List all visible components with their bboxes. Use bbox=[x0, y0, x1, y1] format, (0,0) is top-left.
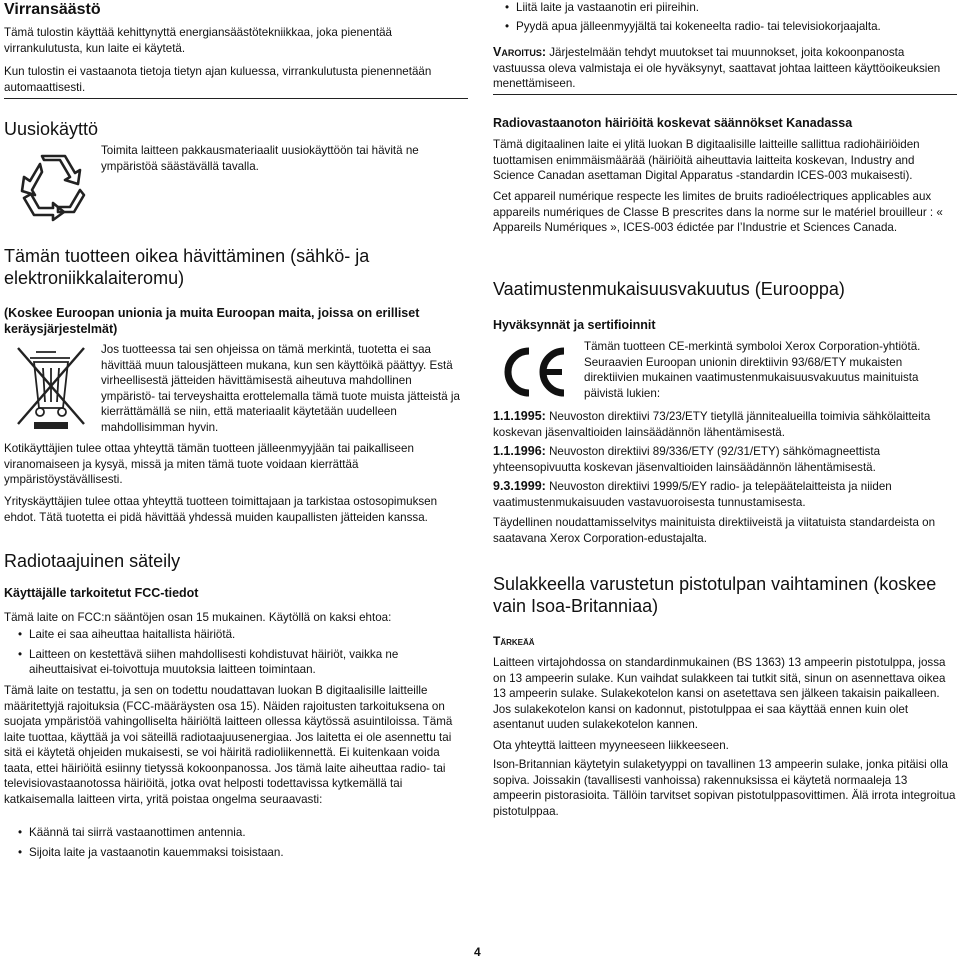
conformity-title: Vaatimustenmukaisuusvakuutus (Eurooppa) bbox=[493, 279, 845, 299]
canada-title: Radiovastaanoton häiriöitä koskevat säännökset Kanadassa bbox=[493, 116, 853, 130]
plug-paragraph-1: Laitteen virtajohdossa on standardinmukainen (BS 1363) 13 ampeerin pistotulppa, jossa on 13 ampeerin sulake. Kun vaihdat sulakkeen tai tutkit sitä, sinun on asennettava oikea 13 ampeerin sulake. Sulakekotelon kansi on asetettava sen jälkeen takaisin paikalleen. Jos sulakekotelon kansi on kadonnut, pistotulppaa ei saa käyttää ennen kuin olet asentanut uuden sulakekotelon kannen. bbox=[493, 656, 946, 731]
plug-paragraph-3: Ison-Britannian käytetyin sulaketyyppi on tavallinen 13 ampeerin sulake, jonka pitäisi olla sopiva. Joissakin (tavallisesti vanhoissa) rakennuksissa ei käytetä normaaleja 13 ampeerin pistorasioita. Tällöin tarvitset sopivan pistotulppasovittimen. Älä irrota integroitua pistotulppaa. bbox=[493, 758, 956, 818]
directive-date: 1.1.1995: bbox=[493, 409, 546, 423]
canada-paragraph-1: Tämä digitaalinen laite ei ylitä luokan B digitaalisille laitteille sallittua radiohäiriöiden tuottamisen enimmäismäärää (häiriöitä aiheuttavia laitteita koskevan, Industry and Science Canadan asettaman Digital Apparatus -standardin ICES-003 mukaisesti). bbox=[493, 138, 920, 182]
section-divider bbox=[493, 94, 957, 95]
fcc-paragraph-2: Tämä laite on testattu, ja sen on todettu noudattavan luokan B digitaalisille laitteille määritettyjä rajoituksia (FCC-määräysten osa 15). Näiden rajoitusten tarkoituksena on suojata ympäristöä vahingolliselta häiriöltä laitteen ollessa käytössä asuintiloissa. Tämä laite tuottaa, käyttää ja voi säteillä radiotaajuusenergiaa. Jos laitetta ei ole asennettu tai sitä ei käytetä ohjeiden mukaisesti, se voi häiritä radioliikennettä. Ei kuitenkaan voida taata, ettei häiriöitä esiinny tietyssä kokoonpanossa. Jos tämä laite aiheuttaa radio- tai televisiovastaanotossa häiriöitä, jotka ovat helposti todettavissa kytkemällä tai katkaisemalla laitteen virta, yritä poistaa ongelma seuraavasti: bbox=[4, 684, 453, 806]
weee-icon-text: Jos tuotteessa tai sen ohjeissa on tämä merkintä, tuotetta ei saa hävittää muun talousjätteen mukana, kun sen käyttöikä päättyy. Estä virheellisestä jätteiden hävittämisestä aiheutuva mahdollinen ympäristö- tai terveyshaitta erottelemalla tämä tuote muista jätteistä ja kierrättämällä se niin, että materiaalit käytetään uudelleen mahdollisimman hyvin. bbox=[101, 343, 460, 434]
section-divider bbox=[4, 98, 468, 99]
ce-mark-icon bbox=[498, 345, 570, 399]
directive-text: Neuvoston direktiivi 89/336/ETY (92/31/ETY) sähkömagneettista yhteensopivuutta koskevan jäsenvaltioiden lainsäädännön lähentämisestä. bbox=[493, 445, 881, 474]
conformity-subtitle: Hyväksynnät ja sertifioinnit bbox=[493, 318, 656, 332]
warning-label: Varoitus: bbox=[493, 45, 546, 59]
energy-saving-title: Virransäästö bbox=[4, 1, 101, 18]
fcc-remedies-list-continued bbox=[501, 0, 957, 34]
important-label: Tärkeää bbox=[493, 634, 535, 648]
energy-saving-paragraph-1: Tämä tulostin käyttää kehittynyttä energiansäästötekniikkaa, joka pienentää virrankulutusta, kun laite ei käytetä. bbox=[4, 26, 392, 55]
recycling-title: Uusiokäyttö bbox=[4, 119, 99, 139]
weee-subtitle: (Koskee Euroopan unionia ja muita Euroopan maita, joissa on erilliset keräysjärjestelmät) bbox=[4, 306, 420, 336]
list-item: • Liitä laite ja vastaanotin eri piireihin. bbox=[501, 0, 957, 16]
weee-title: Tämän tuotteen oikea hävittäminen (sähkö- ja elektroniikkalaiteromu) bbox=[4, 246, 370, 288]
crossed-out-wheelie-bin-icon bbox=[12, 342, 90, 432]
page-number: 4 bbox=[474, 945, 481, 959]
directive-entry bbox=[493, 444, 957, 475]
radio-emission-title: Radiotaajuinen säteily bbox=[4, 551, 181, 571]
fcc-remedies-list bbox=[14, 825, 466, 860]
plug-paragraph-2: Ota yhteyttä laitteen myyneeseen liikkeeseen. bbox=[493, 739, 729, 752]
recycling-symbol-icon bbox=[14, 150, 90, 226]
weee-paragraph-business-users: Yrityskäyttäjien tulee ottaa yhteyttä tuotteen toimittajaan ja tarkistaa ostosopimuksen ehdot. Tätä tuotetta ei pidä hävittää yhdessä muiden kaupallisten jätteiden kanssa. bbox=[4, 495, 438, 524]
plug-replacement-title: Sulakkeella varustetun pistotulpan vaihtaminen (koskee vain Isoa-Britanniaa) bbox=[493, 574, 937, 616]
warning-text: Järjestelmään tehdyt muutokset tai muunnokset, joita kokoonpanosta vastuussa oleva valmistaja ei ole hyväksynyt, saattavat johtaa laitteen käyttöoikeuksien menettämiseen. bbox=[493, 46, 941, 90]
list-item: • Käännä tai siirrä vastaanottimen antennia. bbox=[14, 825, 466, 841]
list-item: • Pyydä apua jälleenmyyjältä tai kokeneelta radio- tai televisiokorjaajalta. bbox=[501, 19, 957, 35]
list-item: • Laite ei saa aiheuttaa haitallista häiriötä. bbox=[14, 627, 466, 643]
list-item: • Laitteen on kestettävä siihen mahdollisesti kohdistuvat häiriöt, vaikka ne aiheuttaisivat ei-toivottuja muutoksia laitteen toimintaan. bbox=[14, 647, 466, 678]
directive-text: Neuvoston direktiivi 73/23/ETY tietyllä jännitealueilla toimivia sähkölaitteita koskevan jäsenvaltioiden lainsäädännön lähentämisestä. bbox=[493, 410, 931, 439]
directive-date: 9.3.1999: bbox=[493, 479, 546, 493]
ce-mark-text: Tämän tuotteen CE-merkintä symboloi Xerox Corporation-yhtiötä. Seuraavien Euroopan unionin direktiivin 93/68/ETY mukaisten direktiivien mukainen vaatimustenmukaisuusvakuutus mainituista päivistä lukien: bbox=[584, 340, 921, 400]
energy-saving-paragraph-2: Kun tulostin ei vastaanota tietoja tietyn ajan kuluessa, virrankulutusta pienennetään automaattisesti. bbox=[4, 65, 432, 94]
canada-paragraph-2: Cet appareil numérique respecte les limites de bruits radioélectriques applicables aux appareils numériques de Classe B prescrites dans la norme sur le matériel brouilleur : « Appareils Numériques », ICES-003 édictée par l’Industrie et Sciences Canada. bbox=[493, 190, 943, 234]
fcc-paragraph-1: Tämä laite on FCC:n sääntöjen osan 15 mukainen. Käytöllä on kaksi ehtoa: bbox=[4, 611, 392, 624]
directive-entry bbox=[493, 479, 957, 510]
fcc-info-subtitle: Käyttäjälle tarkoitetut FCC-tiedot bbox=[4, 586, 199, 600]
directive-date: 1.1.1996: bbox=[493, 444, 546, 458]
list-item: • Sijoita laite ja vastaanotin kauemmaksi toisistaan. bbox=[14, 845, 466, 861]
directive-text: Neuvoston direktiivi 1999/5/EY radio- ja telepäätelaitteista ja niiden vaatimustenmukaisuuden vastavuoroisesta tunnustamisesta. bbox=[493, 480, 892, 509]
directive-entry bbox=[493, 409, 957, 440]
fcc-conditions-list bbox=[14, 627, 466, 678]
conformity-closing-paragraph: Täydellinen noudattamisselvitys mainituista direktiiveistä ja viitatuista standardeista on saatavana Xerox Corporation-edustajalta. bbox=[493, 516, 936, 545]
warning-note bbox=[493, 45, 957, 92]
weee-paragraph-home-users: Kotikäyttäjien tulee ottaa yhteyttä tämän tuotteen jälleenmyyjään tai paikalliseen viranomaiseen ja kysyä, missä ja miten tämä tuote voidaan kierrättää ympäristöystävällisesti. bbox=[4, 442, 414, 486]
recycling-text: Toimita laitteen pakkausmateriaalit uusiokäyttöön tai hävitä ne ympäristöä säästävällä tavalla. bbox=[101, 144, 419, 173]
